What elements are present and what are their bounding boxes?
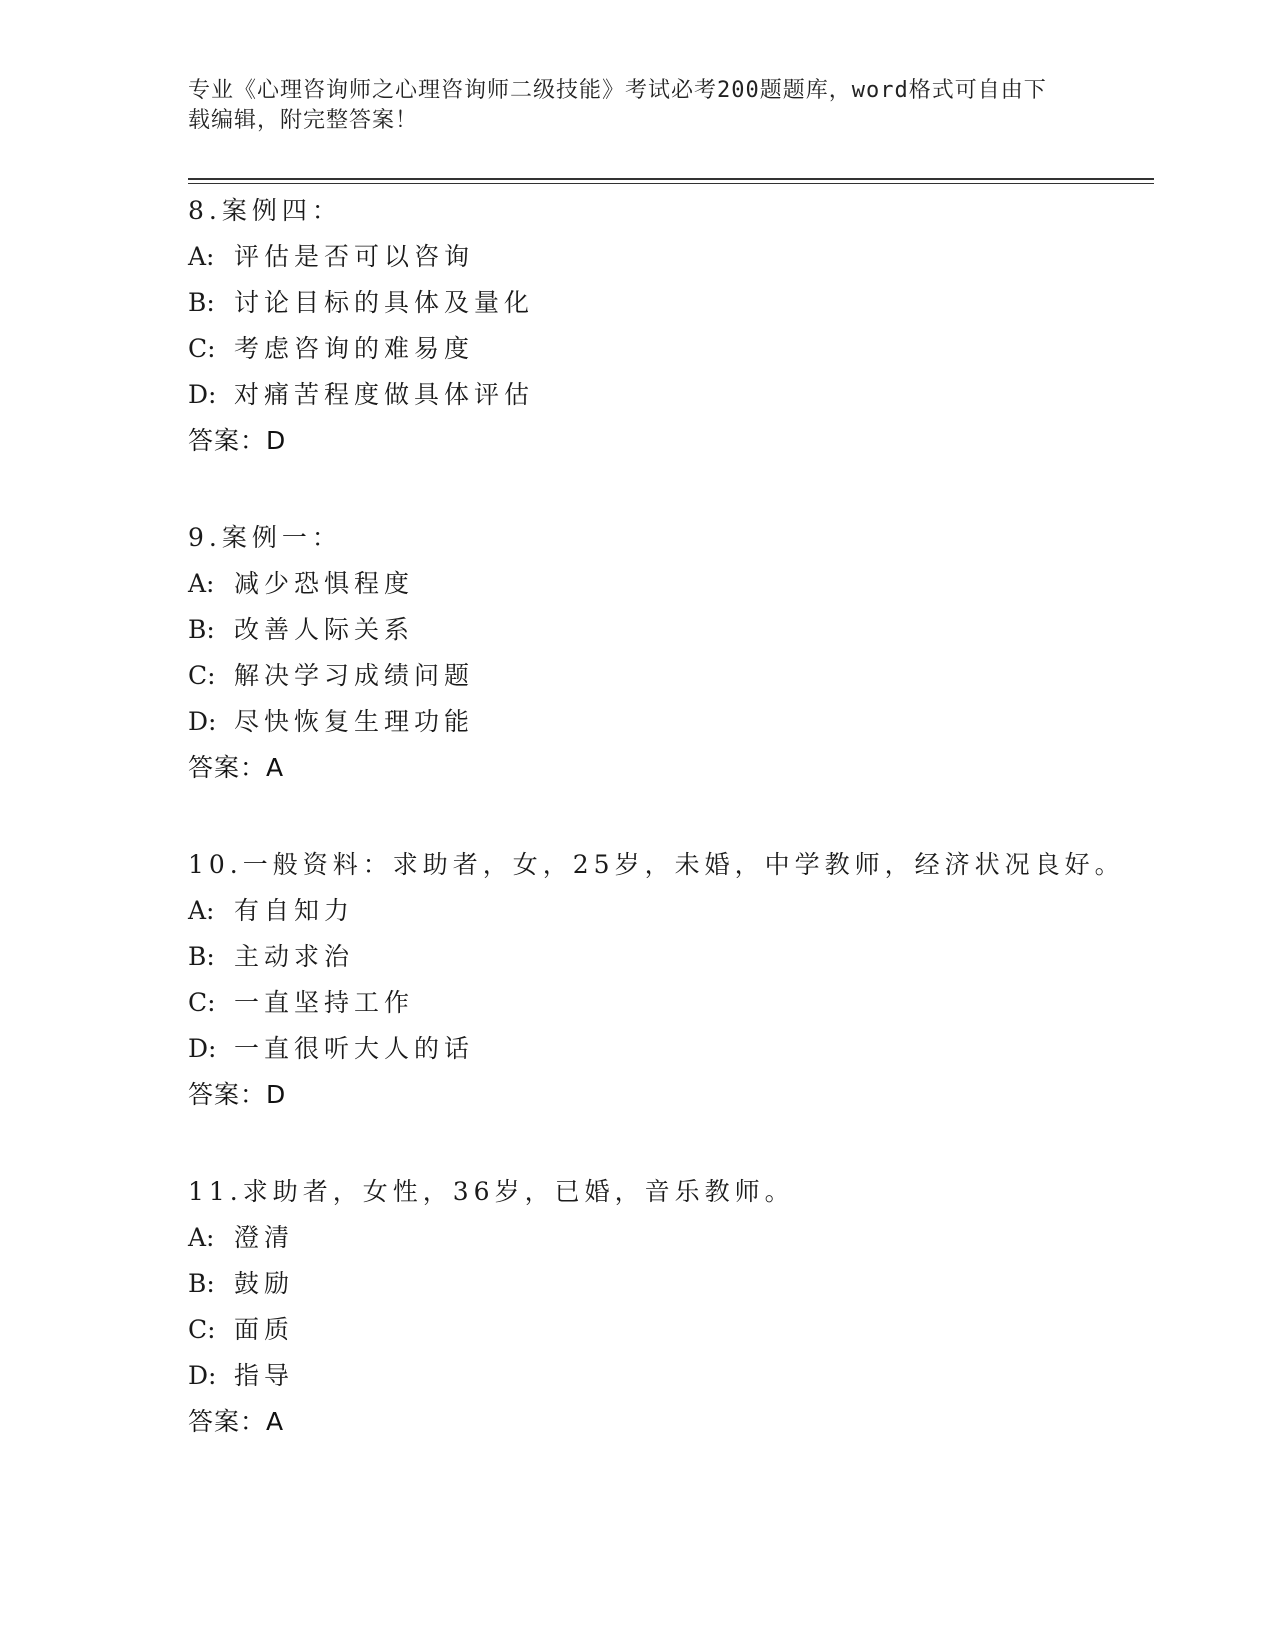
option-text: 评估是否可以咨询 [234, 242, 475, 271]
option-letter: A: [188, 569, 215, 598]
header-divider-thick [188, 178, 1154, 180]
question-11 [188, 1169, 1148, 1445]
option-a [188, 1215, 1148, 1261]
option-d [188, 372, 1148, 418]
option-b [188, 1261, 1148, 1307]
option-a [188, 888, 1148, 934]
option-letter: C: [188, 988, 216, 1017]
option-b [188, 934, 1148, 980]
question-10 [188, 842, 1148, 1118]
option-letter: C: [188, 661, 216, 690]
option-text: 讨论目标的具体及量化 [234, 288, 535, 317]
answer-line: 答案：A [188, 753, 285, 782]
question-stem: 10.一般资料：求助者，女，25岁，未婚，中学教师，经济状况良好。 [188, 850, 1125, 879]
option-letter: B: [188, 1269, 215, 1298]
option-text: 考虑咨询的难易度 [234, 334, 475, 363]
option-text: 指导 [234, 1361, 295, 1390]
answer-line: 答案：D [188, 1080, 287, 1109]
option-text: 一直很听大人的话 [234, 1034, 475, 1063]
option-text: 有自知力 [234, 896, 355, 925]
question-list [188, 188, 1148, 1496]
option-text: 面质 [234, 1315, 295, 1344]
question-stem: 8.案例四： [188, 196, 342, 225]
option-a [188, 234, 1148, 280]
question-stem: 9.案例一： [188, 523, 342, 552]
option-text: 一直坚持工作 [234, 988, 415, 1017]
option-d [188, 699, 1148, 745]
option-letter: D: [188, 380, 217, 409]
option-letter: B: [188, 942, 215, 971]
option-text: 解决学习成绩问题 [234, 661, 475, 690]
question-8 [188, 188, 1148, 464]
option-c [188, 980, 1148, 1026]
option-a [188, 561, 1148, 607]
option-letter: A: [188, 896, 215, 925]
option-b [188, 280, 1148, 326]
option-text: 鼓励 [234, 1269, 295, 1298]
document-header: 专业《心理咨询师之心理咨询师二级技能》考试必考200题题库，word格式可自由下载编辑，附完整答案！ [188, 78, 1047, 133]
option-letter: D: [188, 707, 217, 736]
option-d [188, 1026, 1148, 1072]
option-text: 澄清 [234, 1223, 295, 1252]
option-letter: A: [188, 1223, 215, 1252]
option-c [188, 653, 1148, 699]
option-letter: A: [188, 242, 215, 271]
option-d [188, 1353, 1148, 1399]
option-text: 对痛苦程度做具体评估 [234, 380, 535, 409]
option-letter: D: [188, 1361, 217, 1390]
option-letter: B: [188, 615, 215, 644]
option-letter: D: [188, 1034, 217, 1063]
option-c [188, 326, 1148, 372]
option-text: 尽快恢复生理功能 [234, 707, 475, 736]
answer-line: 答案：D [188, 426, 287, 455]
option-letter: C: [188, 334, 216, 363]
answer-line: 答案：A [188, 1407, 285, 1436]
header-divider-thin [188, 183, 1154, 184]
question-stem: 11.求助者，女性，36岁，已婚，音乐教师。 [188, 1177, 795, 1206]
option-text: 主动求治 [234, 942, 355, 971]
option-b [188, 607, 1148, 653]
option-text: 改善人际关系 [234, 615, 415, 644]
option-text: 减少恐惧程度 [234, 569, 415, 598]
option-letter: C: [188, 1315, 216, 1344]
option-c [188, 1307, 1148, 1353]
question-9 [188, 515, 1148, 791]
option-letter: B: [188, 288, 215, 317]
